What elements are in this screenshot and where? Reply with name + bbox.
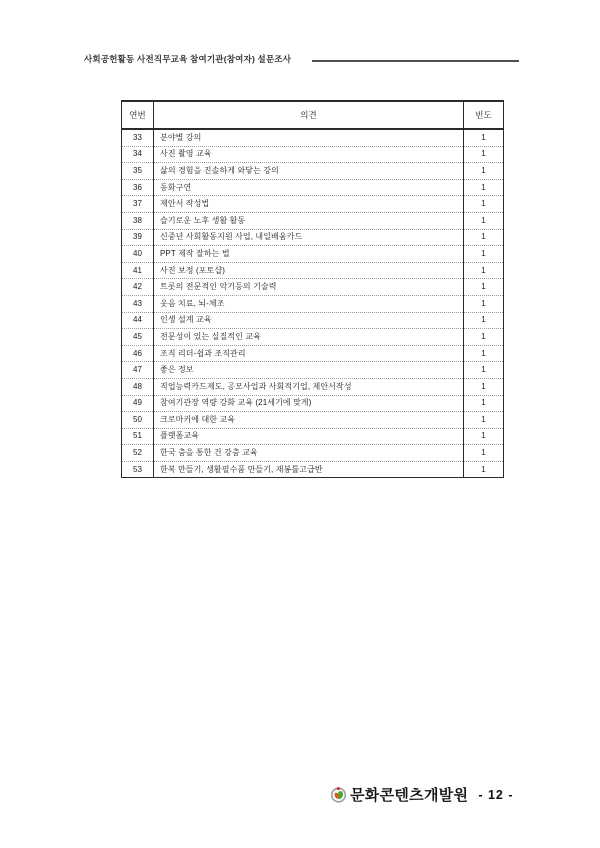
table-row — [122, 212, 504, 229]
row-opinion: 분야별 강의 — [154, 129, 464, 146]
row-opinion: 슬기로운 노후 생활 활동 — [154, 212, 464, 229]
document-header-title: 사회공헌활동 사전직무교육 참여기관(참여자) 설문조사 — [84, 54, 292, 64]
header-rule — [312, 60, 519, 62]
row-frequency: 1 — [464, 146, 504, 163]
document-footer — [330, 784, 514, 805]
row-opinion: PPT 제작 잘하는 법 — [154, 246, 464, 263]
row-frequency: 1 — [464, 179, 504, 196]
row-frequency: 1 — [464, 295, 504, 312]
row-frequency: 1 — [464, 395, 504, 412]
row-opinion: 제안서 작성법 — [154, 196, 464, 213]
table-row — [122, 262, 504, 279]
row-opinion: 한국 춤을 통한 건 강춤 교육 — [154, 445, 464, 462]
row-number: 35 — [122, 163, 154, 180]
survey-table — [121, 100, 503, 478]
table-row — [122, 179, 504, 196]
row-frequency: 1 — [464, 212, 504, 229]
table-row — [122, 329, 504, 346]
row-frequency: 1 — [464, 163, 504, 180]
row-opinion: 사진 보정 (포토샵) — [154, 262, 464, 279]
row-frequency: 1 — [464, 461, 504, 478]
row-number: 51 — [122, 428, 154, 445]
row-number: 52 — [122, 445, 154, 462]
row-opinion: 조직 리더-쉽과 조직관리 — [154, 345, 464, 362]
row-frequency: 1 — [464, 196, 504, 213]
row-number: 48 — [122, 378, 154, 395]
column-header-opinion: 의견 — [154, 101, 464, 129]
table-row — [122, 279, 504, 296]
row-opinion: 한복 만들기, 생활필수품 만들기, 재봉틀고급반 — [154, 461, 464, 478]
row-frequency: 1 — [464, 378, 504, 395]
footer-org-name: 문화콘텐츠개발원 — [350, 787, 469, 804]
row-number: 39 — [122, 229, 154, 246]
row-frequency: 1 — [464, 279, 504, 296]
row-frequency: 1 — [464, 412, 504, 429]
row-frequency: 1 — [464, 362, 504, 379]
row-frequency: 1 — [464, 246, 504, 263]
table-row — [122, 246, 504, 263]
table-row — [122, 229, 504, 246]
footer-page-number: - 12 - — [478, 787, 514, 802]
row-number: 45 — [122, 329, 154, 346]
table-row — [122, 196, 504, 213]
table-row — [122, 295, 504, 312]
table-row — [122, 445, 504, 462]
row-number: 44 — [122, 312, 154, 329]
table-header — [122, 101, 504, 129]
table-row — [122, 362, 504, 379]
row-number: 42 — [122, 279, 154, 296]
row-opinion: 동화구연 — [154, 179, 464, 196]
row-number: 40 — [122, 246, 154, 263]
row-opinion: 참여기관장 역량 강화 교육 (21세기에 맞게) — [154, 395, 464, 412]
row-opinion: 신중년 사회활동지원 사업, 내일배움카드 — [154, 229, 464, 246]
row-frequency: 1 — [464, 129, 504, 146]
table-row — [122, 129, 504, 146]
row-frequency: 1 — [464, 262, 504, 279]
row-number: 53 — [122, 461, 154, 478]
row-opinion: 인생 설계 교육 — [154, 312, 464, 329]
table-row — [122, 312, 504, 329]
table-row — [122, 412, 504, 429]
row-frequency: 1 — [464, 445, 504, 462]
table-row — [122, 345, 504, 362]
row-opinion: 직업능력카드제도, 공모사업과 사회적기업, 제안서작성 — [154, 378, 464, 395]
row-number: 34 — [122, 146, 154, 163]
table-row — [122, 146, 504, 163]
row-opinion: 플랫폼교육 — [154, 428, 464, 445]
row-frequency: 1 — [464, 229, 504, 246]
table-header-row — [122, 101, 504, 129]
column-header-number: 연번 — [122, 101, 154, 129]
opinion-table — [121, 100, 504, 478]
row-opinion: 삶의 경험을 진솔하게 와닿는 강의 — [154, 163, 464, 180]
row-number: 46 — [122, 345, 154, 362]
row-number: 43 — [122, 295, 154, 312]
column-header-frequency: 빈도 — [464, 101, 504, 129]
table-body — [122, 129, 504, 478]
row-opinion: 전문성이 있는 실질적인 교육 — [154, 329, 464, 346]
table-row — [122, 395, 504, 412]
org-emblem-icon — [330, 786, 347, 803]
row-opinion: 크로마키에 대한 교육 — [154, 412, 464, 429]
table-row — [122, 378, 504, 395]
table-row — [122, 461, 504, 478]
row-number: 37 — [122, 196, 154, 213]
row-number: 41 — [122, 262, 154, 279]
row-number: 50 — [122, 412, 154, 429]
row-frequency: 1 — [464, 312, 504, 329]
row-frequency: 1 — [464, 329, 504, 346]
row-number: 49 — [122, 395, 154, 412]
table-row — [122, 428, 504, 445]
row-opinion: 좋은 정보 — [154, 362, 464, 379]
row-opinion: 트롯의 전문적인 악기등의 기술력 — [154, 279, 464, 296]
row-opinion: 사진 촬영 교육 — [154, 146, 464, 163]
table-row — [122, 163, 504, 180]
row-opinion: 웃음 치료, 뇌-체조 — [154, 295, 464, 312]
row-number: 38 — [122, 212, 154, 229]
row-number: 33 — [122, 129, 154, 146]
row-number: 47 — [122, 362, 154, 379]
row-number: 36 — [122, 179, 154, 196]
row-frequency: 1 — [464, 345, 504, 362]
row-frequency: 1 — [464, 428, 504, 445]
